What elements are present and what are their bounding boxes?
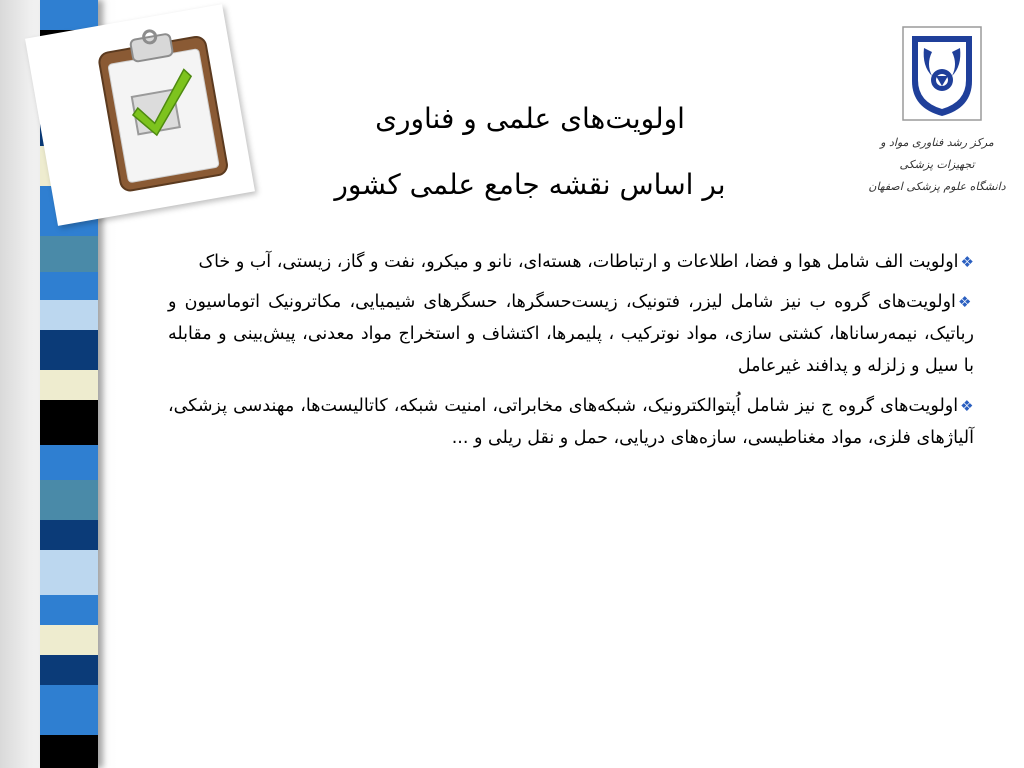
logo-caption-line-2: دانشگاه علوم پزشکی اصفهان bbox=[868, 180, 1006, 193]
logo-caption bbox=[862, 132, 1012, 198]
slide-title bbox=[250, 86, 810, 218]
slide-title-line-1: اولویت‌های علمی و فناوری bbox=[375, 102, 685, 135]
clipboard-checkmark-icon bbox=[86, 22, 236, 192]
bullet-item bbox=[168, 246, 974, 278]
diamond-bullet-icon: ❖ bbox=[960, 397, 975, 415]
slide-title-line-2: بر اساس نقشه جامع علمی کشور bbox=[334, 168, 726, 201]
logo-caption-line-1: مرکز رشد فناوری مواد و تجهیزات پزشکی bbox=[880, 136, 994, 171]
bullet-text: اولویت الف شامل هوا و فضا، اطلاعات و ارتباطات، هسته‌ای، نانو و میکرو، نفت و گاز، زیستی، آب و خاک bbox=[198, 252, 959, 272]
bullet-item bbox=[168, 390, 974, 454]
diamond-bullet-icon: ❖ bbox=[957, 293, 974, 311]
bullet-text: اولویت‌های گروه ب نیز شامل لیزر، فتونیک، زیست‌حسگرها، حسگرهای شیمیایی، مکاترونیک اتوماسیون و رباتیک، نیمه‌رساناها، کشتی سازی، مواد نوترکیب ، پلیمرها، اکتشاف و استخراج مواد معدنی، پیش‌بینی و مقابله با سیل و زلزله و پدافند غیرعامل bbox=[168, 292, 974, 376]
bullet-text: اولویت‌های گروه ج نیز شامل اُپتوالکترونیک، شبکه‌های مخابراتی، امنیت شبکه، کاتالیست‌ها، مهندسی پزشکی، آلیاژهای فلزی، مواد مغناطیسی، سازه‌های دریایی، حمل و نقل ریلی و ... bbox=[168, 396, 974, 448]
university-logo-icon bbox=[902, 26, 982, 121]
bullet-list bbox=[168, 246, 974, 462]
diamond-bullet-icon: ❖ bbox=[960, 253, 974, 271]
bullet-item bbox=[168, 286, 974, 382]
